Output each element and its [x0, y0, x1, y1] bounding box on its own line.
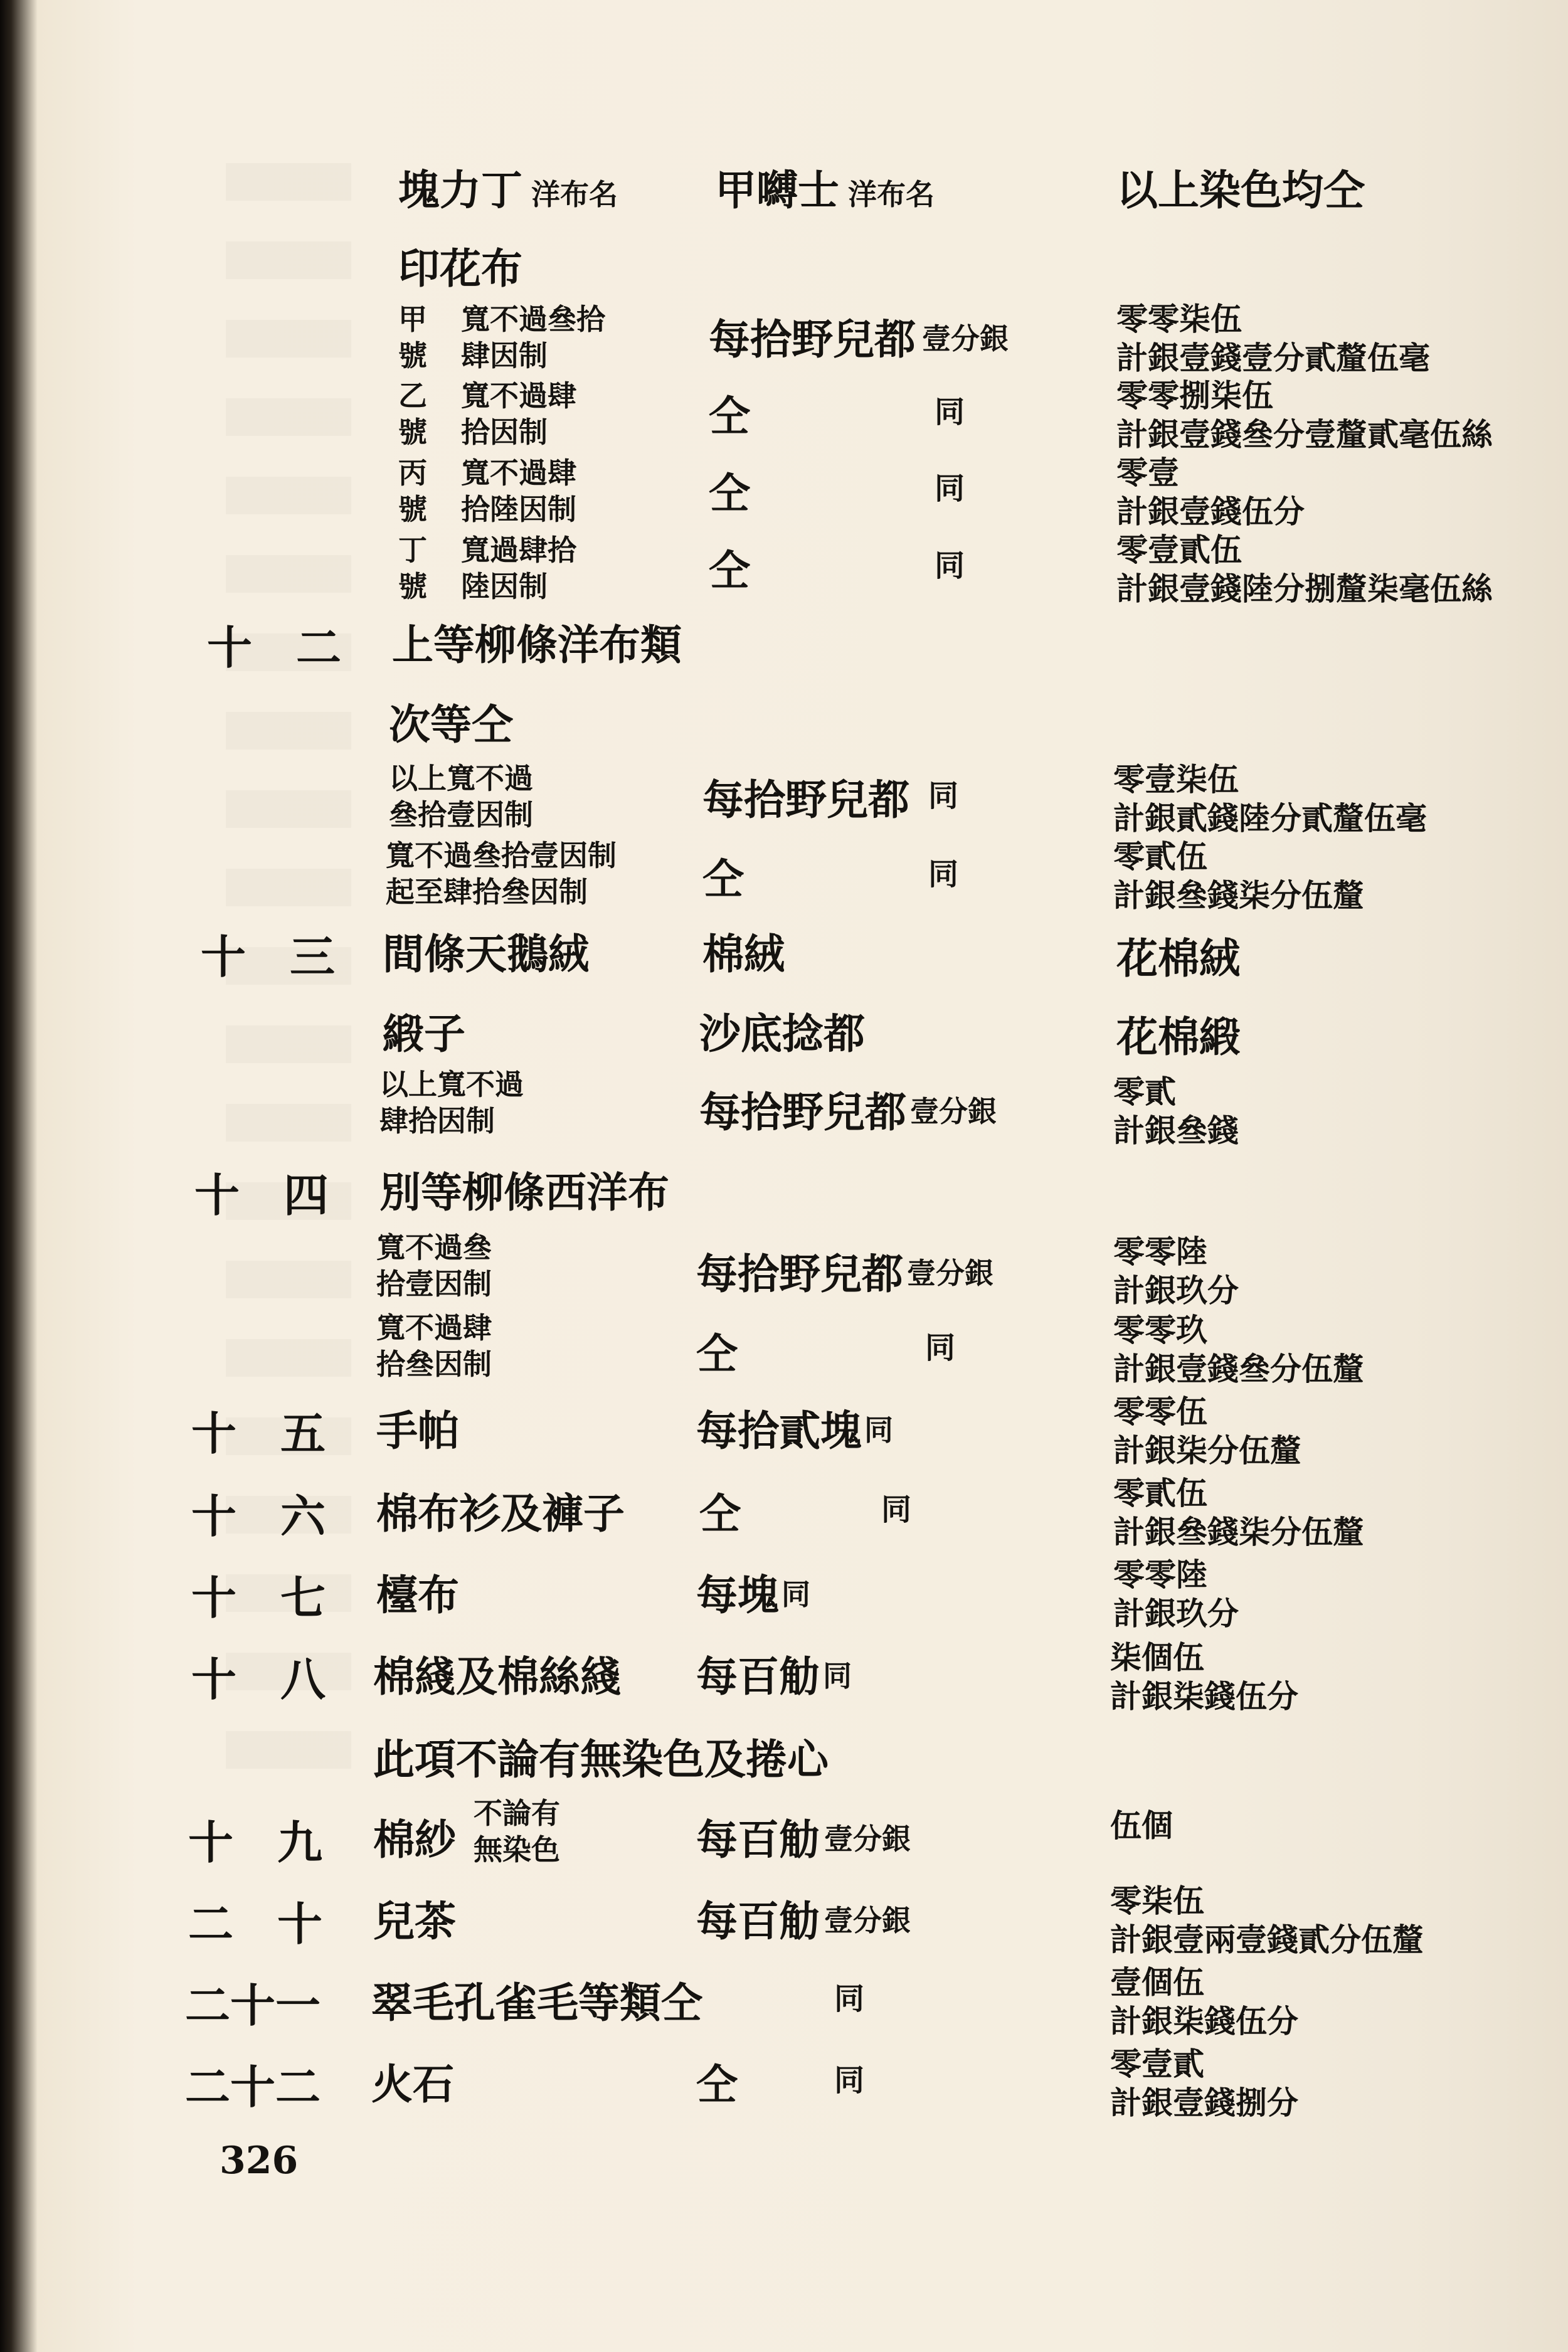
- width-spec: 寬不過肆 拾陸因制: [461, 456, 576, 526]
- item-number-ones: 八: [280, 1653, 326, 1706]
- grade-label: 丁 號: [398, 533, 427, 603]
- item-number: 二十一: [185, 1979, 321, 2032]
- unit-note: 壹分銀: [907, 1256, 993, 1290]
- width-spec: 寬過肆拾 陸因制: [461, 533, 576, 603]
- item-number: [191, 1397, 326, 1463]
- unit-text: 每拾貳塊: [696, 1406, 862, 1455]
- note-line: 此項不論有無染色及捲心: [373, 1735, 829, 1784]
- item-number-tens: 十: [194, 1168, 240, 1222]
- unit-cell: [696, 1562, 810, 1621]
- item-note: 不論有 無染色: [474, 1796, 560, 1867]
- unit-cell: [696, 1888, 911, 1947]
- unit-text: 每拾野兒都: [696, 1249, 903, 1298]
- item-number: 二十二: [185, 2060, 321, 2114]
- ditto-mark: 同: [935, 395, 965, 430]
- unit-text: 每百觔: [696, 1652, 820, 1701]
- width-spec: 寬不過叄拾壹因制 起至肆拾叄因制: [386, 839, 617, 909]
- duty-rate: 零壹柒伍 計銀貳錢陸分貳釐伍毫: [1113, 761, 1427, 837]
- ditto-mark: 同: [834, 1981, 865, 2016]
- header-col3: 以上染色均仝: [1116, 166, 1365, 215]
- unit-note: 同: [864, 1413, 893, 1447]
- item-number-tens: 十: [201, 930, 246, 983]
- unit-note: 壹分銀: [824, 1822, 911, 1856]
- item-number-ones: 六: [280, 1490, 326, 1543]
- duty-category: 花棉緞: [1116, 1012, 1241, 1061]
- header-col2-note: 洋布名: [848, 177, 935, 211]
- item-number: [188, 1806, 322, 1872]
- unit-text: 每百觔: [696, 1897, 820, 1946]
- item-label: 棉綫及棉絲綫: [373, 1652, 622, 1701]
- grade-label: 乙 號: [398, 379, 427, 449]
- unit-text: 仝: [696, 1329, 738, 1378]
- unit-cell: [709, 306, 1009, 366]
- unit-note: 同: [781, 1577, 810, 1611]
- duty-rate: 零貳 計銀叄錢: [1113, 1073, 1239, 1149]
- item-number: [207, 612, 341, 677]
- item-number: [191, 1562, 326, 1627]
- duty-rate: 零柒伍 計銀壹兩壹錢貳分伍釐: [1110, 1882, 1424, 1958]
- ditto-mark: 同: [881, 1492, 912, 1527]
- item-number-ones: 四: [283, 1168, 329, 1222]
- item-number-ones: 九: [277, 1816, 323, 1869]
- header-col1-main: 塊力丁: [398, 166, 522, 215]
- width-spec: 寬不過肆 拾叄因制: [376, 1311, 492, 1381]
- ditto-mark: 同: [935, 471, 965, 506]
- duty-rate: 零零玖 計銀壹錢叄分伍釐: [1113, 1311, 1364, 1387]
- header-col2-main: 甲嚩士: [715, 166, 839, 215]
- item-label: 上等柳條洋布類: [392, 620, 682, 669]
- item-number: [191, 1643, 326, 1708]
- unit-text: 每塊: [696, 1571, 779, 1619]
- unit-cell: [699, 1079, 997, 1138]
- duty-rate: 零零捌柒伍 計銀壹錢叄分壹釐貳毫伍絲: [1116, 377, 1493, 453]
- duty-rate: 零零伍 計銀柒分伍釐: [1113, 1393, 1301, 1469]
- item-number: [194, 1159, 329, 1224]
- unit-text: 每拾野兒都: [702, 775, 909, 824]
- item-label: 間條天鵝絨: [383, 930, 590, 978]
- grade-label: 甲 號: [398, 302, 427, 373]
- item-number-tens: 十: [191, 1407, 237, 1460]
- width-spec: 以上寬不過 肆拾因制: [379, 1067, 524, 1138]
- item-number-ones: 五: [280, 1407, 326, 1460]
- unit-text: 棉絨: [702, 930, 785, 978]
- item-label: 火石: [371, 2060, 454, 2109]
- unit-text: 沙底捻都: [699, 1009, 865, 1058]
- ditto-mark: 同: [935, 548, 965, 583]
- width-spec: 寬不過叄拾 肆因制: [461, 302, 605, 373]
- duty-rate: 零壹 計銀壹錢伍分: [1116, 454, 1305, 530]
- page-number: 326: [220, 2139, 299, 2183]
- item-label: 棉紗: [373, 1815, 456, 1864]
- item-number-ones: 七: [280, 1571, 326, 1624]
- duty-rate: 伍個: [1110, 1807, 1173, 1844]
- unit-text: 仝: [709, 391, 750, 440]
- item-number-tens: 十: [207, 621, 253, 674]
- unit-note: 壹分銀: [910, 1094, 997, 1128]
- unit-note: 壹分銀: [824, 1904, 911, 1937]
- duty-category: 花棉絨: [1116, 934, 1241, 983]
- item-number-tens: 十: [191, 1490, 237, 1543]
- unit-cell: [696, 1806, 911, 1866]
- item-number: [201, 921, 335, 986]
- duty-rate: 零零陸 計銀玖分: [1113, 1233, 1239, 1309]
- item-label: 兒茶: [373, 1897, 456, 1946]
- item-number-tens: 十: [191, 1571, 237, 1624]
- item-label: 棉布衫及褲子: [376, 1489, 625, 1538]
- duty-rate: 零貳伍 計銀叄錢柒分伍釐: [1113, 1475, 1364, 1550]
- width-spec: 以上寬不過 叄拾壹因制: [389, 761, 533, 832]
- unit-cell: [696, 1397, 893, 1457]
- grade-label: 丙 號: [398, 456, 427, 526]
- item-number-ones: 十: [277, 1897, 323, 1951]
- unit-text: 每百觔: [696, 1815, 820, 1864]
- item-label: 手帕: [376, 1406, 459, 1455]
- duty-rate: 零壹貳 計銀壹錢捌分: [1110, 2045, 1298, 2121]
- duty-rate: 零零陸 計銀玖分: [1113, 1556, 1239, 1632]
- unit-text: 仝: [709, 469, 750, 517]
- item-number-tens: 十: [191, 1653, 237, 1706]
- item-number: [188, 1888, 322, 1953]
- unit-text: 仝: [699, 1489, 741, 1538]
- header-col2: [715, 157, 935, 216]
- item-number-tens: 十: [188, 1816, 234, 1869]
- unit-text: 仝: [709, 546, 750, 595]
- duty-rate: 零貳伍 計銀叄錢柒分伍釐: [1113, 838, 1364, 914]
- item-label: 緞子: [383, 1009, 465, 1058]
- width-spec: 寬不過叄 拾壹因制: [376, 1231, 492, 1301]
- ditto-mark: 同: [928, 778, 959, 813]
- item-label: 翠毛孔雀毛等類仝: [371, 1978, 702, 2027]
- duty-rate: 壹個伍 計銀柒錢伍分: [1110, 1964, 1298, 2040]
- item-label: 檯布: [376, 1571, 459, 1619]
- unit-text: 仝: [696, 2060, 738, 2109]
- ditto-mark: 同: [834, 2063, 865, 2098]
- item-label: 別等柳條西洋布: [379, 1168, 669, 1217]
- unit-note: 同: [823, 1659, 852, 1693]
- item-number-tens: 二: [188, 1897, 234, 1951]
- ditto-mark: 同: [928, 857, 959, 892]
- header-col1: [398, 157, 618, 216]
- item-label: 印花布: [398, 244, 522, 293]
- duty-rate: 柒個伍 計銀柒錢伍分: [1110, 1639, 1298, 1715]
- duty-rate: 零零柒伍 計銀壹錢壹分貳釐伍毫: [1116, 300, 1430, 376]
- duty-rate: 零壹貳伍 計銀壹錢陸分捌釐柒毫伍絲: [1116, 531, 1493, 607]
- unit-text: 仝: [702, 854, 744, 903]
- header-col1-note: 洋布名: [531, 177, 618, 211]
- unit-cell: [696, 1241, 993, 1300]
- item-label: 次等仝: [389, 700, 513, 749]
- unit-cell: [696, 1643, 852, 1703]
- unit-text: 每拾野兒都: [699, 1088, 906, 1136]
- ditto-mark: 同: [925, 1330, 956, 1365]
- item-number-ones: 三: [290, 930, 336, 983]
- unit-text: 每拾野兒都: [709, 315, 916, 364]
- item-number: [191, 1480, 326, 1545]
- unit-note: 壹分銀: [922, 322, 1009, 356]
- item-number-ones: 二: [296, 621, 342, 674]
- width-spec: 寬不過肆 拾因制: [461, 379, 576, 449]
